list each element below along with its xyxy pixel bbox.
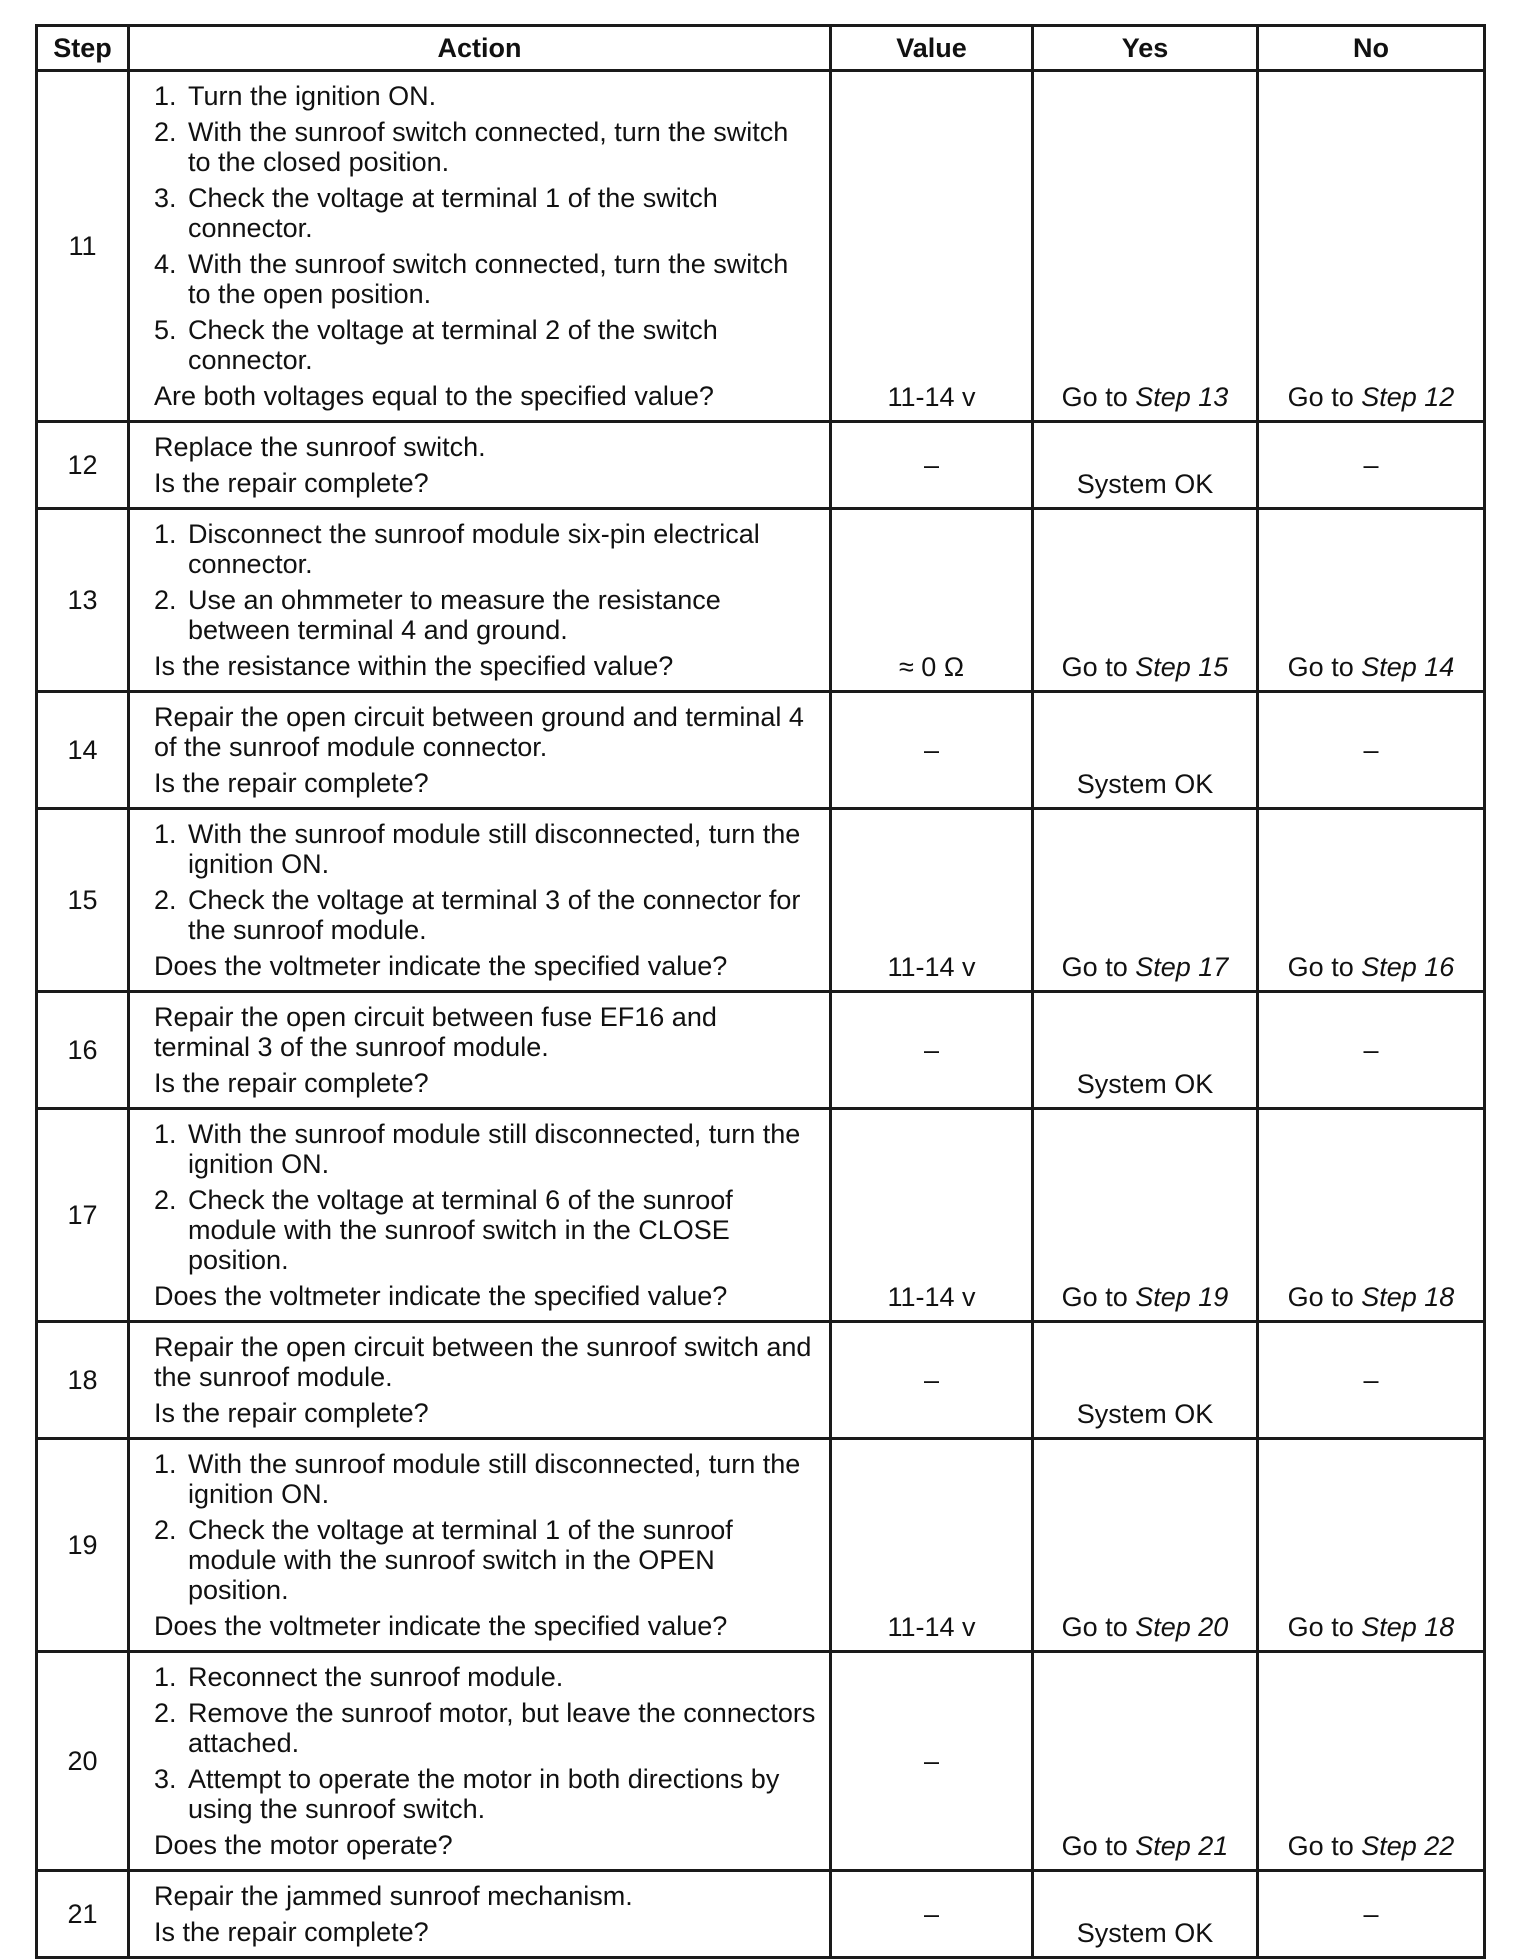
step-number: 16: [37, 992, 129, 1109]
action-text: Replace the sunroof switch.: [154, 432, 486, 462]
table-row: [37, 1652, 1485, 1871]
action-step-item: [154, 585, 817, 645]
no-cell: [1258, 422, 1485, 509]
yes-prefix: System OK: [1076, 469, 1214, 499]
header-yes: Yes: [1033, 26, 1258, 71]
value-cell: –: [831, 1871, 1033, 1958]
action-step-item: [154, 183, 817, 243]
step-number: 13: [37, 509, 129, 692]
yes-step-ref: Step 21: [1135, 1831, 1229, 1861]
action-step-text: With the sunroof module still disconnected, turn the ignition ON.: [188, 1119, 801, 1179]
value-cell: 11-14 v: [831, 1109, 1033, 1322]
yes-cell: [1033, 992, 1258, 1109]
action-text: Repair the open circuit between ground and terminal 4 of the sunroof module connector.: [154, 702, 804, 762]
action-cell: [129, 1322, 831, 1439]
step-number: 18: [37, 1322, 129, 1439]
no-step-ref: Step 16: [1361, 952, 1455, 982]
action-step-number: 1.: [154, 1449, 177, 1479]
action-step-text: Check the voltage at terminal 1 of the sunroof module with the sunroof switch in the OPEN position.: [188, 1515, 733, 1605]
step-number: 11: [37, 71, 129, 422]
no-prefix: Go to: [1287, 1831, 1354, 1861]
action-cell: [129, 1109, 831, 1322]
yes-prefix: System OK: [1076, 769, 1214, 799]
action-step-item: [154, 1449, 817, 1509]
action-steps-list: [154, 1119, 817, 1275]
yes-step-ref: Step 19: [1135, 1282, 1229, 1312]
action-text: Repair the open circuit between fuse EF16 and terminal 3 of the sunroof module.: [154, 1002, 717, 1062]
yes-cell: [1033, 809, 1258, 992]
action-step-number: 1.: [154, 519, 177, 549]
action-cell: [129, 692, 831, 809]
action-step-number: 1.: [154, 1662, 177, 1692]
step-number: 17: [37, 1109, 129, 1322]
no-cell: [1258, 1322, 1485, 1439]
action-step-text: Use an ohmmeter to measure the resistance between terminal 4 and ground.: [188, 585, 721, 645]
action-step-number: 5.: [154, 315, 177, 345]
yes-prefix: Go to: [1061, 1282, 1128, 1312]
value-cell: –: [831, 992, 1033, 1109]
no-cell: [1258, 1871, 1485, 1958]
no-prefix: Go to: [1287, 1612, 1354, 1642]
action-step-item: [154, 315, 817, 375]
no-step-ref: Step 18: [1361, 1612, 1455, 1642]
value-cell: 11-14 v: [831, 809, 1033, 992]
action-cell: [129, 422, 831, 509]
no-prefix: Go to: [1287, 652, 1354, 682]
header-step: Step: [37, 26, 129, 71]
yes-prefix: Go to: [1061, 1831, 1128, 1861]
step-number: 20: [37, 1652, 129, 1871]
action-step-item: [154, 519, 817, 579]
action-question: Does the motor operate?: [154, 1830, 453, 1860]
header-action: Action: [129, 26, 831, 71]
yes-prefix: Go to: [1061, 952, 1128, 982]
no-prefix: –: [1363, 735, 1379, 765]
value-cell: 11-14 v: [831, 71, 1033, 422]
action-question: Is the repair complete?: [154, 468, 429, 498]
action-steps-list: [154, 1662, 817, 1824]
action-step-number: 2.: [154, 1515, 177, 1545]
action-question: Is the repair complete?: [154, 1068, 429, 1098]
action-step-text: Reconnect the sunroof module.: [188, 1662, 564, 1692]
yes-prefix: System OK: [1076, 1069, 1214, 1099]
action-steps-list: [154, 81, 817, 375]
header-no: No: [1258, 26, 1485, 71]
yes-cell: [1033, 422, 1258, 509]
action-step-number: 2.: [154, 585, 177, 615]
action-step-item: [154, 1764, 817, 1824]
yes-cell: [1033, 509, 1258, 692]
no-cell: [1258, 692, 1485, 809]
yes-step-ref: Step 13: [1135, 382, 1229, 412]
action-step-text: Turn the ignition ON.: [188, 81, 437, 111]
action-step-item: [154, 885, 817, 945]
action-step-item: [154, 819, 817, 879]
table-row: [37, 809, 1485, 992]
diagnostic-table: [35, 24, 1486, 1959]
table-body: [37, 71, 1485, 1958]
value-cell: –: [831, 422, 1033, 509]
action-step-text: Attempt to operate the motor in both directions by using the sunroof switch.: [188, 1764, 780, 1824]
step-number: 15: [37, 809, 129, 992]
no-prefix: –: [1363, 1035, 1379, 1065]
action-question: Does the voltmeter indicate the specified value?: [154, 1611, 728, 1641]
action-steps-list: [154, 1449, 817, 1605]
action-step-number: 1.: [154, 81, 177, 111]
no-step-ref: Step 12: [1361, 382, 1455, 412]
no-prefix: Go to: [1287, 952, 1354, 982]
no-cell: [1258, 1439, 1485, 1652]
no-cell: [1258, 509, 1485, 692]
no-prefix: –: [1363, 1899, 1379, 1929]
no-cell: [1258, 992, 1485, 1109]
no-step-ref: Step 18: [1361, 1282, 1455, 1312]
step-number: 19: [37, 1439, 129, 1652]
no-cell: [1258, 1109, 1485, 1322]
action-step-item: [154, 117, 817, 177]
step-number: 21: [37, 1871, 129, 1958]
value-cell: –: [831, 1322, 1033, 1439]
no-step-ref: Step 22: [1361, 1831, 1455, 1861]
yes-prefix: Go to: [1061, 382, 1128, 412]
yes-prefix: Go to: [1061, 652, 1128, 682]
action-text: Repair the jammed sunroof mechanism.: [154, 1881, 633, 1911]
table-row: [37, 1871, 1485, 1958]
table-row: [37, 509, 1485, 692]
table-row: [37, 692, 1485, 809]
table-row: [37, 1109, 1485, 1322]
action-step-text: With the sunroof module still disconnected, turn the ignition ON.: [188, 1449, 801, 1509]
no-prefix: –: [1363, 1365, 1379, 1395]
action-step-text: Check the voltage at terminal 3 of the connector for the sunroof module.: [188, 885, 801, 945]
action-question: Are both voltages equal to the specified value?: [154, 381, 714, 411]
action-step-number: 3.: [154, 183, 177, 213]
action-cell: [129, 1652, 831, 1871]
action-step-item: [154, 1662, 817, 1692]
yes-cell: [1033, 692, 1258, 809]
header-row: [37, 26, 1485, 71]
yes-step-ref: Step 17: [1135, 952, 1229, 982]
action-cell: [129, 1871, 831, 1958]
action-step-text: With the sunroof switch connected, turn the switch to the closed position.: [188, 117, 789, 177]
action-cell: [129, 1439, 831, 1652]
action-question: Does the voltmeter indicate the specified value?: [154, 951, 728, 981]
action-step-number: 2.: [154, 1185, 177, 1215]
action-steps-list: [154, 519, 817, 645]
yes-cell: [1033, 71, 1258, 422]
value-cell: –: [831, 692, 1033, 809]
step-number: 14: [37, 692, 129, 809]
action-step-item: [154, 81, 817, 111]
no-step-ref: Step 14: [1361, 652, 1455, 682]
action-question: Does the voltmeter indicate the specified value?: [154, 1281, 728, 1311]
action-step-text: Disconnect the sunroof module six-pin electrical connector.: [188, 519, 760, 579]
action-step-item: [154, 1185, 817, 1275]
no-cell: [1258, 809, 1485, 992]
action-step-text: With the sunroof module still disconnected, turn the ignition ON.: [188, 819, 801, 879]
yes-prefix: Go to: [1061, 1612, 1128, 1642]
yes-step-ref: Step 15: [1135, 652, 1229, 682]
action-step-number: 1.: [154, 819, 177, 849]
yes-prefix: System OK: [1076, 1399, 1214, 1429]
value-cell: –: [831, 1652, 1033, 1871]
action-step-text: Remove the sunroof motor, but leave the connectors attached.: [188, 1698, 816, 1758]
no-prefix: –: [1363, 450, 1379, 480]
action-step-item: [154, 249, 817, 309]
yes-cell: [1033, 1439, 1258, 1652]
action-question: Is the repair complete?: [154, 1917, 429, 1947]
action-step-number: 1.: [154, 1119, 177, 1149]
action-step-item: [154, 1698, 817, 1758]
yes-prefix: System OK: [1076, 1918, 1214, 1948]
table-row: [37, 422, 1485, 509]
action-question: Is the resistance within the specified value?: [154, 651, 674, 681]
action-step-number: 4.: [154, 249, 177, 279]
value-cell: ≈ 0 Ω: [831, 509, 1033, 692]
action-question: Is the repair complete?: [154, 768, 429, 798]
yes-cell: [1033, 1109, 1258, 1322]
action-question: Is the repair complete?: [154, 1398, 429, 1428]
table-row: [37, 1322, 1485, 1439]
action-step-item: [154, 1515, 817, 1605]
action-step-text: With the sunroof switch connected, turn the switch to the open position.: [188, 249, 789, 309]
table-row: [37, 992, 1485, 1109]
value-cell: 11-14 v: [831, 1439, 1033, 1652]
no-prefix: Go to: [1287, 1282, 1354, 1312]
no-prefix: Go to: [1287, 382, 1354, 412]
action-steps-list: [154, 819, 817, 945]
action-step-text: Check the voltage at terminal 6 of the sunroof module with the sunroof switch in the CLOSE position.: [188, 1185, 733, 1275]
yes-cell: [1033, 1652, 1258, 1871]
diagnostic-table-page: [35, 24, 1483, 1959]
table-row: [37, 71, 1485, 422]
header-value: Value: [831, 26, 1033, 71]
yes-cell: [1033, 1871, 1258, 1958]
action-cell: [129, 992, 831, 1109]
action-cell: [129, 71, 831, 422]
action-step-text: Check the voltage at terminal 2 of the switch connector.: [188, 315, 718, 375]
action-step-number: 2.: [154, 1698, 177, 1728]
yes-step-ref: Step 20: [1135, 1612, 1229, 1642]
action-step-item: [154, 1119, 817, 1179]
yes-cell: [1033, 1322, 1258, 1439]
no-cell: [1258, 1652, 1485, 1871]
action-step-text: Check the voltage at terminal 1 of the switch connector.: [188, 183, 718, 243]
action-text: Repair the open circuit between the sunroof switch and the sunroof module.: [154, 1332, 812, 1392]
step-number: 12: [37, 422, 129, 509]
no-cell: [1258, 71, 1485, 422]
action-step-number: 3.: [154, 1764, 177, 1794]
action-cell: [129, 509, 831, 692]
table-row: [37, 1439, 1485, 1652]
action-step-number: 2.: [154, 117, 177, 147]
action-step-number: 2.: [154, 885, 177, 915]
action-cell: [129, 809, 831, 992]
